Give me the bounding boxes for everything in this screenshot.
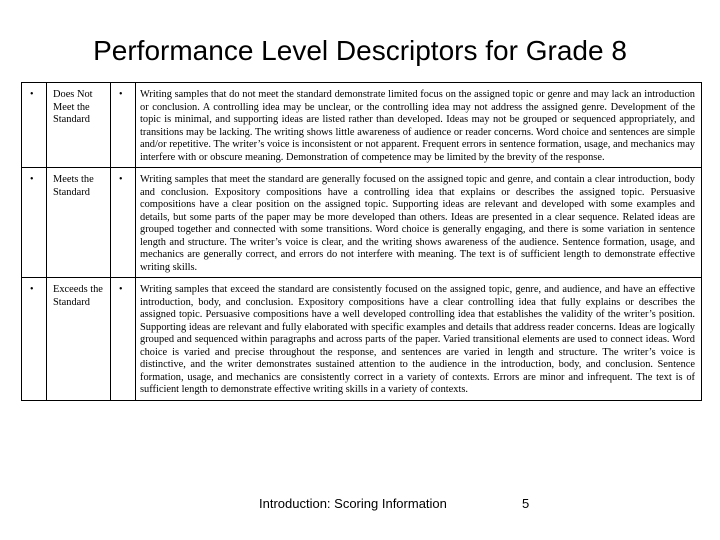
table-row-meets — [22, 168, 702, 278]
bullet-icon: • — [111, 168, 136, 278]
slide-footer — [0, 494, 720, 514]
table-row-exceeds — [22, 278, 702, 401]
level-description: Writing samples that meet the standard are generally focused on the assigned topic and genre, and contain a clear introduction, body and conclusion. Expository compositions have a controlling idea that explains or describes the assigned topic. Persuasive compositions have a clear position on the assigned topic. Supporting ideas are relevant and developed with some examples and details, but some parts of the paper may be more developed than others. Ideas are presented in a clear sequence. Related ideas are grouped together and connected with some transitions. Word choice is generally engaging, and there is some variation in sentence length and structure. The writer’s voice is clear, and the writing shows awareness of the audience. Sentence formation, usage, and mechanics are generally correct, and errors do not interfere with meaning. The text is of sufficient length to demonstrate effective writing skills. — [136, 168, 702, 278]
page-number: 5 — [522, 496, 530, 511]
bullet-icon: • — [111, 278, 136, 401]
bullet-icon: • — [111, 83, 136, 168]
bullet-icon: • — [22, 168, 47, 278]
performance-level-table — [21, 82, 702, 401]
level-description: Writing samples that do not meet the standard demonstrate limited focus on the assigned topic or genre and may lack an introduction or conclusion. A controlling idea may be unclear, or the controlling idea may not address the assigned genre. Development of the topic is minimal, and supporting ideas are listed rather than developed. Ideas may not be grouped or sequenced appropriately, and transitions may be lacking. The writing shows little awareness of audience or reader concerns. Word choice and sentences are simple and/or repetitive. The writer’s voice is inconsistent or not apparent. Frequent errors in sentence formation, usage, and mechanics may interfere with or obscure meaning. Demonstration of competence may be limited by the brevity of the response. — [136, 83, 702, 168]
footer-text: Introduction: Scoring Information — [259, 496, 447, 511]
level-label: Does Not Meet the Standard — [47, 83, 111, 168]
table-row-does-not-meet — [22, 83, 702, 168]
level-label: Exceeds the Standard — [47, 278, 111, 401]
level-label: Meets the Standard — [47, 168, 111, 278]
bullet-icon: • — [22, 83, 47, 168]
bullet-icon: • — [22, 278, 47, 401]
slide-title: Performance Level Descriptors for Grade 8 — [93, 35, 627, 66]
level-description: Writing samples that exceed the standard are consistently focused on the assigned topic, genre, and audience, and have an effective introduction, body, and conclusion. Expository compositions have a clear controlling idea that fully explains or describes the assigned topic. Persuasive compositions have a well developed controlling idea that establishes the validity of the writer’s position. Supporting ideas are relevant and fully elaborated with specific examples and details that address reader concerns. Ideas are logically grouped and sequenced within paragraphs and across parts of the paper. Varied transitional elements are used to connect ideas. Word choice is varied and precise throughout the response, and sentences are varied in length and structure. The writer’s voice is distinctive, and the writer demonstrates sustained attention to the audience in the introduction, body, and conclusion. Sentence formation, usage, and mechanics are consistently correct in a variety of contexts. Errors are minor and infrequent. The text is of sufficient length to demonstrate effective writing skills in a variety of contexts. — [136, 278, 702, 401]
